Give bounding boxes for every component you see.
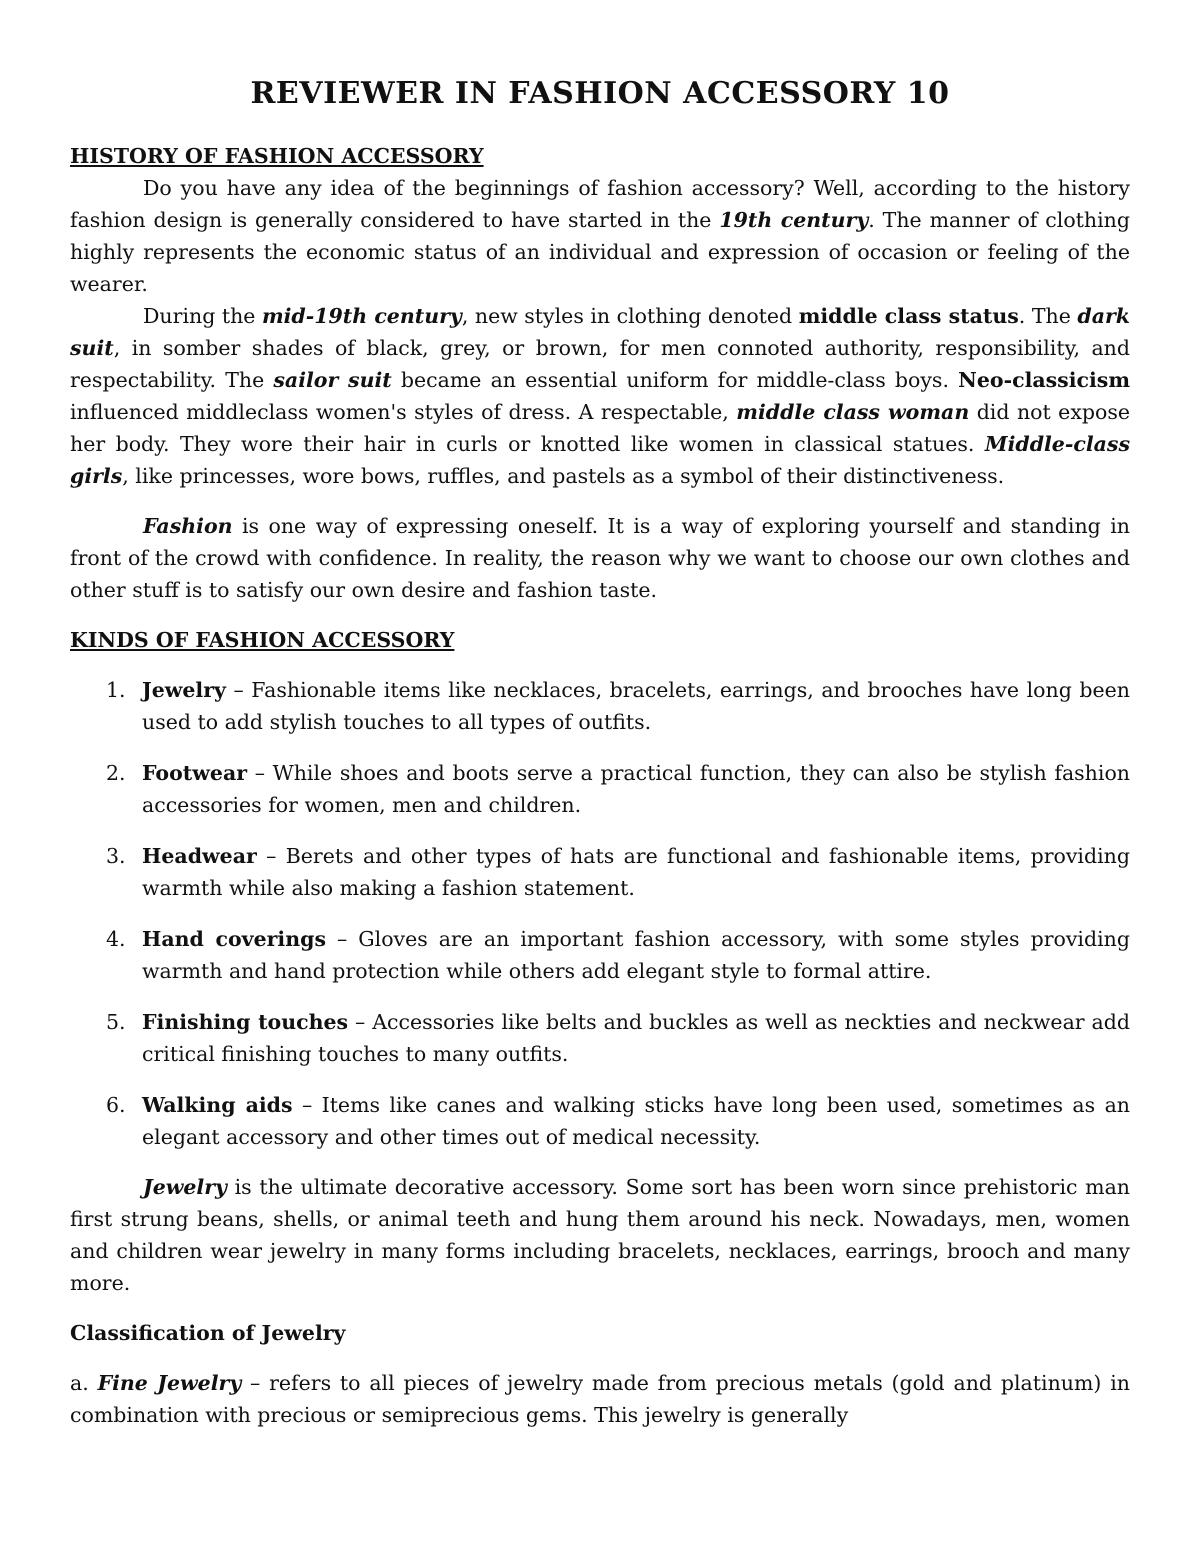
- emphasis-sailor-suit: sailor suit: [273, 368, 392, 392]
- classification-heading: Classification of Jewelry: [70, 1321, 346, 1345]
- list-item-term: Jewelry: [142, 678, 226, 702]
- history-paragraph-2: During the mid-19th century, new styles in clothing denoted middle class status. The dark suit, in somber shades of black, grey, or brown, for men connoted authority, responsibility, and respectability. The sailor suit became an essential uniform for middle-class boys. Neo-classicism influenced middleclass women's styles of dress. A respectable, middle class woman did not expose her body. They wore their hair in curls or knotted like women in classical statues. Middle-class girls, like princesses, wore bows, ruffles, and pastels as a symbol of their distinctiveness.: [70, 304, 1131, 488]
- document-page: [70, 72, 1130, 1431]
- emphasis-middle-class-girls: Middle-class girls: [70, 432, 1130, 488]
- emphasis-middle-class-status: middle class status: [798, 304, 1019, 328]
- jewelry-paragraph: Jewelry is the ultimate decorative accessory. Some sort has been worn since prehistoric man first strung beans, shells, or animal teeth and hung them around his neck. Nowadays, men, women and children wear jewelry in many forms including bracelets, necklaces, earrings, brooch and many more.: [70, 1175, 1130, 1295]
- history-heading: HISTORY OF FASHION ACCESSORY: [70, 144, 484, 168]
- emphasis-jewelry: Jewelry: [143, 1175, 227, 1199]
- emphasis-middle-class-woman: middle class woman: [736, 400, 970, 424]
- emphasis-mid-19th-century: mid-19th century: [261, 304, 462, 328]
- list-item: 1. Jewelry – Fashionable items like necklaces, bracelets, earrings, and brooches have long been used to add stylish touches to all types of outfits.: [106, 678, 1130, 734]
- list-item-term: Hand coverings: [142, 927, 326, 951]
- kinds-heading: KINDS OF FASHION ACCESSORY: [70, 628, 455, 652]
- fine-jewelry-paragraph: a. Fine Jewelry – refers to all pieces of jewelry made from precious metals (gold and platinum) in combination with precious or semiprecious gems. This jewelry is generally: [70, 1371, 1130, 1427]
- list-item-term: Footwear: [142, 761, 248, 785]
- emphasis-19th-century: 19th century: [719, 208, 869, 232]
- kinds-list: [70, 674, 1130, 1153]
- emphasis-neo-classicism: Neo-classicism: [958, 368, 1131, 392]
- emphasis-dark-suit: dark suit: [70, 304, 1130, 360]
- fashion-paragraph: Fashion is one way of expressing oneself. It is a way of exploring yourself and standing in front of the crowd with confidence. In reality, the reason why we want to choose our own clothes and other stuff is to satisfy our own desire and fashion taste.: [70, 514, 1130, 602]
- emphasis-fine-jewelry: Fine Jewelry: [97, 1371, 242, 1395]
- list-item-term: Walking aids: [142, 1093, 293, 1117]
- document-title: REVIEWER IN FASHION ACCESSORY 10: [250, 76, 950, 111]
- list-item-term: Headwear: [142, 844, 257, 868]
- list-item: 6. Walking aids – Items like canes and walking sticks have long been used, sometimes as an elegant accessory and other times out of medical necessity.: [106, 1093, 1131, 1149]
- list-item: 2. Footwear – While shoes and boots serve a practical function, they can also be stylish fashion accessories for women, men and children.: [106, 761, 1130, 817]
- list-item-term: Finishing touches: [142, 1010, 349, 1034]
- history-paragraph-1: Do you have any idea of the beginnings of fashion accessory? Well, according to the history fashion design is generally considered to have started in the 19th century. The manner of clothing highly represents the economic status of an individual and expression of occasion or feeling of the wearer.: [70, 176, 1130, 296]
- emphasis-fashion: Fashion: [143, 514, 233, 538]
- list-item: 5. Finishing touches – Accessories like belts and buckles as well as neckties and neckwear add critical finishing touches to many outfits.: [106, 1010, 1130, 1066]
- list-item: 3. Headwear – Berets and other types of hats are functional and fashionable items, providing warmth while also making a fashion statement.: [106, 844, 1130, 900]
- list-item: 4. Hand coverings – Gloves are an important fashion accessory, with some styles providing warmth and hand protection while others add elegant style to formal attire.: [106, 927, 1130, 983]
